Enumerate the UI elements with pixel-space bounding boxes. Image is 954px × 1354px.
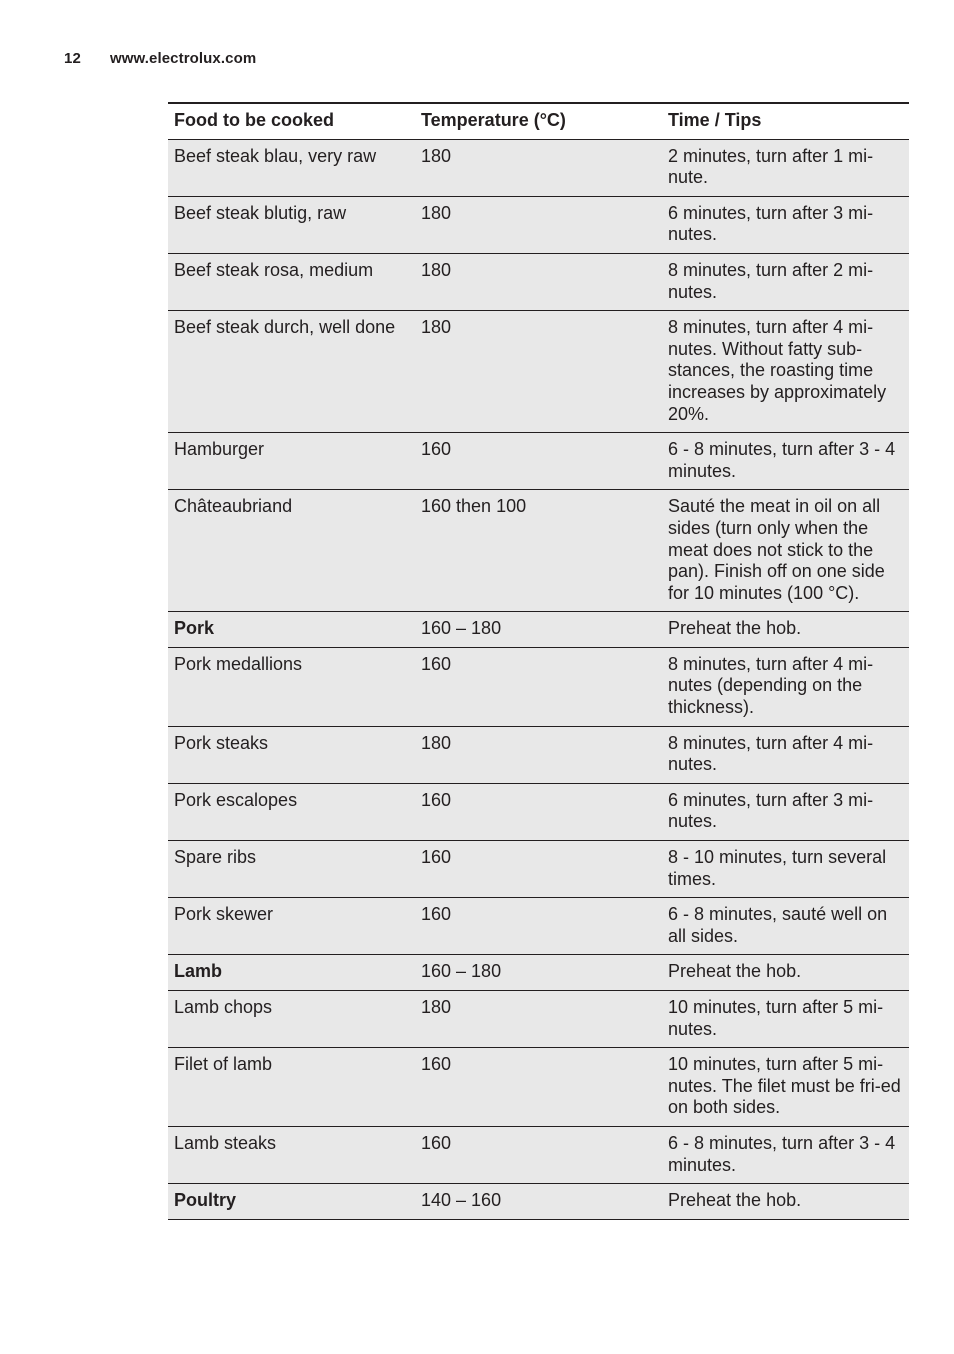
cell-temperature: 160 bbox=[415, 898, 662, 955]
table-row bbox=[168, 647, 909, 726]
table-row bbox=[168, 991, 909, 1048]
cell-tips: 8 minutes, turn after 4 mi-nutes (depending on the thickness). bbox=[662, 647, 909, 726]
cell-food: Pork medallions bbox=[168, 647, 415, 726]
cell-tips: Preheat the hob. bbox=[662, 1184, 909, 1220]
table-row bbox=[168, 726, 909, 783]
cell-food: Beef steak blau, very raw bbox=[168, 139, 415, 196]
cell-temperature: 160 bbox=[415, 1048, 662, 1127]
cell-temperature: 160 – 180 bbox=[415, 955, 662, 991]
cell-food: Beef steak rosa, medium bbox=[168, 253, 415, 310]
cell-tips: 10 minutes, turn after 5 mi-nutes. bbox=[662, 991, 909, 1048]
table-row bbox=[168, 1048, 909, 1127]
table-row bbox=[168, 139, 909, 196]
cell-tips: 6 - 8 minutes, turn after 3 - 4 minutes. bbox=[662, 1126, 909, 1183]
cell-temperature: 180 bbox=[415, 726, 662, 783]
page-header bbox=[64, 50, 256, 67]
cell-food: Spare ribs bbox=[168, 841, 415, 898]
cell-food: Pork bbox=[168, 612, 415, 648]
cell-temperature: 160 then 100 bbox=[415, 490, 662, 612]
page-number: 12 bbox=[64, 50, 81, 67]
table-header-row bbox=[168, 103, 909, 139]
cell-food: Châteaubriand bbox=[168, 490, 415, 612]
table-row bbox=[168, 490, 909, 612]
cell-temperature: 160 bbox=[415, 647, 662, 726]
column-header-tips: Time / Tips bbox=[662, 103, 909, 139]
table-row bbox=[168, 433, 909, 490]
cell-tips: 2 minutes, turn after 1 mi-nute. bbox=[662, 139, 909, 196]
cell-food: Lamb steaks bbox=[168, 1126, 415, 1183]
cell-tips: 6 - 8 minutes, turn after 3 - 4 minutes. bbox=[662, 433, 909, 490]
column-header-food: Food to be cooked bbox=[168, 103, 415, 139]
cell-tips: 8 minutes, turn after 4 mi-nutes. bbox=[662, 726, 909, 783]
table-row-group-heading bbox=[168, 955, 909, 991]
cell-temperature: 160 – 180 bbox=[415, 612, 662, 648]
cooking-table bbox=[168, 102, 909, 1220]
cell-temperature: 180 bbox=[415, 311, 662, 433]
cell-tips: 10 minutes, turn after 5 mi-nutes. The filet must be fri-ed on both sides. bbox=[662, 1048, 909, 1127]
cell-temperature: 180 bbox=[415, 139, 662, 196]
cell-tips: 8 minutes, turn after 2 mi-nutes. bbox=[662, 253, 909, 310]
cell-temperature: 160 bbox=[415, 433, 662, 490]
table-row bbox=[168, 1126, 909, 1183]
cell-food: Beef steak blutig, raw bbox=[168, 196, 415, 253]
table-body bbox=[168, 139, 909, 1219]
cell-tips: 6 minutes, turn after 3 mi-nutes. bbox=[662, 783, 909, 840]
cell-tips: 8 minutes, turn after 4 mi-nutes. Without fatty sub-stances, the roasting time increases by approximately 20%. bbox=[662, 311, 909, 433]
table-row-group-heading bbox=[168, 612, 909, 648]
table-row bbox=[168, 841, 909, 898]
cell-tips: 8 - 10 minutes, turn several times. bbox=[662, 841, 909, 898]
cell-food: Pork escalopes bbox=[168, 783, 415, 840]
cell-food: Pork steaks bbox=[168, 726, 415, 783]
table-row bbox=[168, 783, 909, 840]
cell-temperature: 160 bbox=[415, 783, 662, 840]
cell-temperature: 180 bbox=[415, 253, 662, 310]
cell-food: Filet of lamb bbox=[168, 1048, 415, 1127]
cell-food: Poultry bbox=[168, 1184, 415, 1220]
website-url: www.electrolux.com bbox=[110, 50, 257, 67]
cell-temperature: 140 – 160 bbox=[415, 1184, 662, 1220]
cell-tips: Sauté the meat in oil on all sides (turn only when the meat does not stick to the pan). Finish off on one side for 10 minutes (100 °C). bbox=[662, 490, 909, 612]
cell-food: Hamburger bbox=[168, 433, 415, 490]
cell-tips: 6 minutes, turn after 3 mi-nutes. bbox=[662, 196, 909, 253]
cell-temperature: 180 bbox=[415, 991, 662, 1048]
table-row bbox=[168, 311, 909, 433]
cell-temperature: 160 bbox=[415, 1126, 662, 1183]
table-row bbox=[168, 253, 909, 310]
table-row-group-heading bbox=[168, 1184, 909, 1220]
cell-tips: 6 - 8 minutes, sauté well on all sides. bbox=[662, 898, 909, 955]
cell-tips: Preheat the hob. bbox=[662, 955, 909, 991]
cell-temperature: 160 bbox=[415, 841, 662, 898]
cell-food: Beef steak durch, well done bbox=[168, 311, 415, 433]
cell-tips: Preheat the hob. bbox=[662, 612, 909, 648]
cell-food: Lamb bbox=[168, 955, 415, 991]
cell-temperature: 180 bbox=[415, 196, 662, 253]
column-header-temperature: Temperature (°C) bbox=[415, 103, 662, 139]
cell-food: Lamb chops bbox=[168, 991, 415, 1048]
cell-food: Pork skewer bbox=[168, 898, 415, 955]
table-row bbox=[168, 898, 909, 955]
table-row bbox=[168, 196, 909, 253]
